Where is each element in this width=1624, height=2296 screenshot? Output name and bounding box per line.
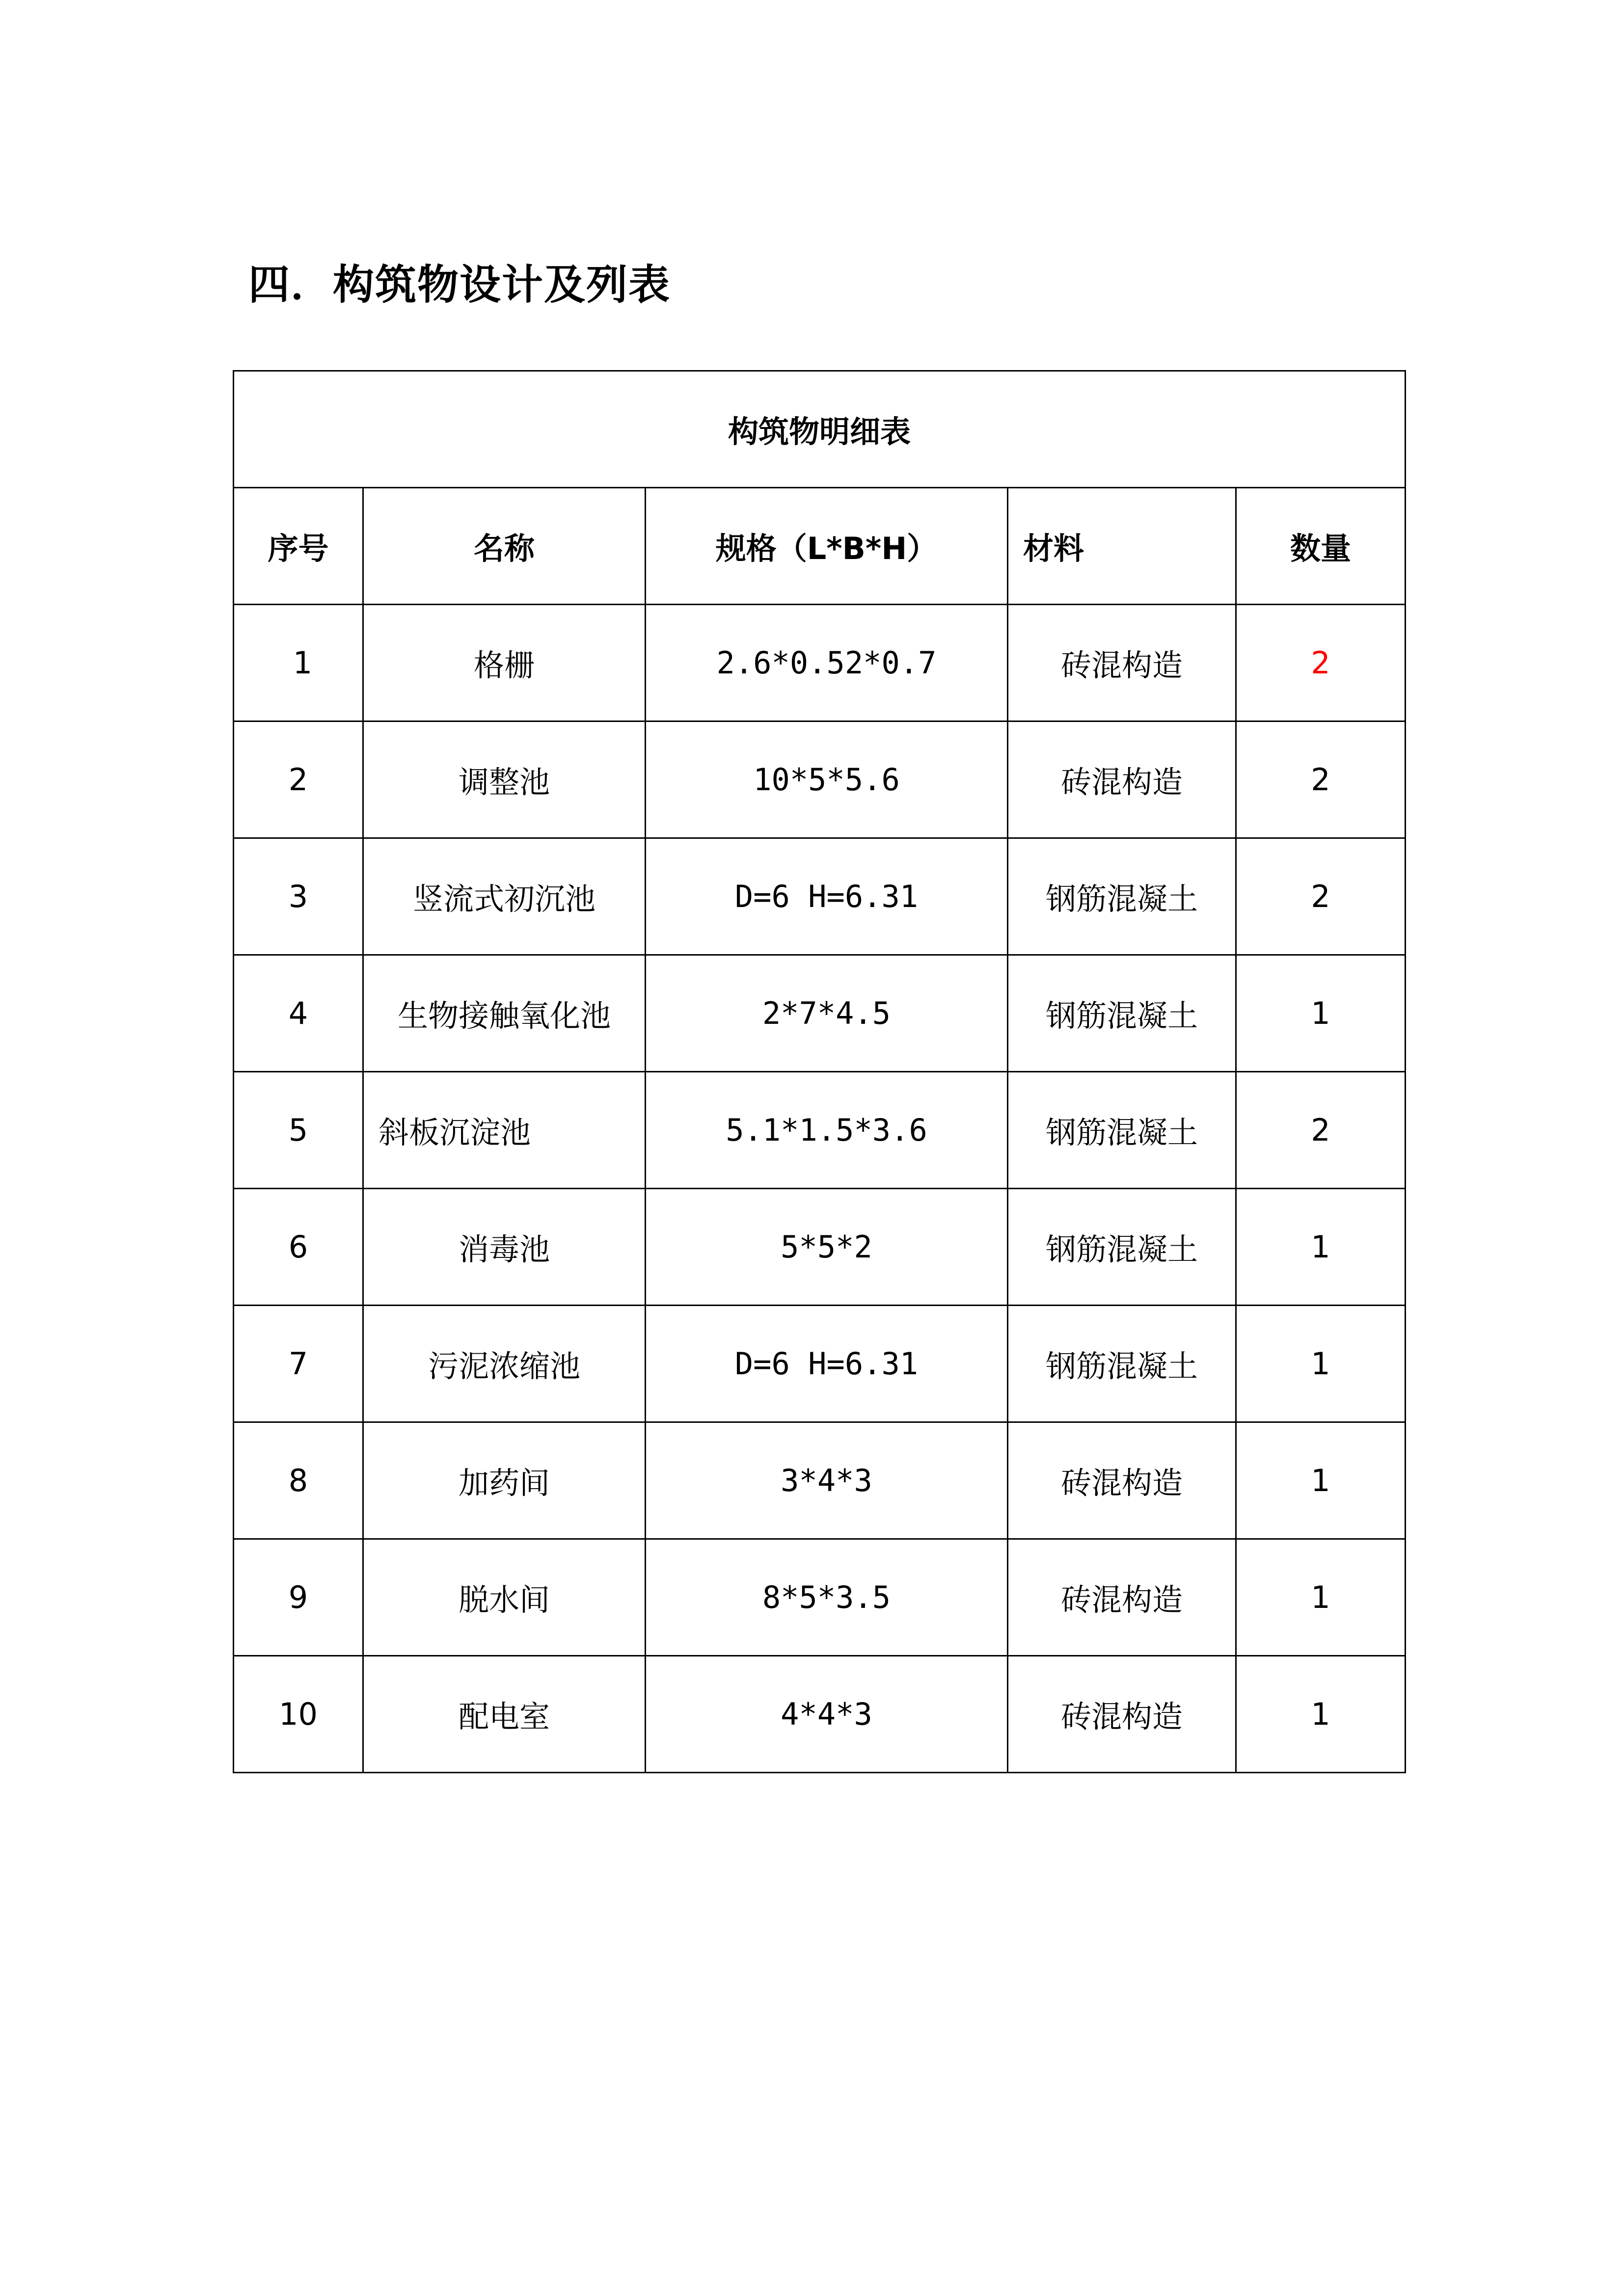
cell-name: 格栅: [363, 605, 646, 721]
table-row: [234, 1539, 1406, 1656]
column-header-spec: 规格（L*B*H）: [646, 488, 1008, 605]
structures-table: [233, 370, 1406, 1773]
table-row: [234, 605, 1406, 721]
cell-name: 斜板沉淀池: [363, 1072, 646, 1189]
table-row: [234, 1072, 1406, 1189]
table-header-row: [234, 488, 1406, 605]
cell-quantity: 2: [1236, 721, 1406, 838]
cell-material: 砖混构造: [1008, 605, 1236, 721]
section-heading: 四．构筑物设计及列表: [248, 261, 671, 309]
cell-material: 钢筋混凝土: [1008, 955, 1236, 1072]
cell-name: 加药间: [363, 1422, 646, 1539]
cell-index: 3: [234, 838, 363, 955]
cell-quantity: 1: [1236, 1306, 1406, 1422]
table-row: [234, 721, 1406, 838]
table-row: [234, 1656, 1406, 1773]
cell-quantity: 1: [1236, 955, 1406, 1072]
cell-material: 钢筋混凝土: [1008, 1306, 1236, 1422]
cell-spec: 5*5*2: [646, 1189, 1008, 1306]
cell-name: 调整池: [363, 721, 646, 838]
cell-index: 5: [234, 1072, 363, 1189]
cell-material: 钢筋混凝土: [1008, 838, 1236, 955]
cell-material: 钢筋混凝土: [1008, 1189, 1236, 1306]
cell-material: 砖混构造: [1008, 1656, 1236, 1773]
cell-name: 生物接触氧化池: [363, 955, 646, 1072]
cell-name: 脱水间: [363, 1539, 646, 1656]
column-header-material: 材料: [1008, 488, 1236, 605]
cell-spec: 3*4*3: [646, 1422, 1008, 1539]
cell-quantity: 2: [1236, 1072, 1406, 1189]
cell-material: 砖混构造: [1008, 1422, 1236, 1539]
table-row: [234, 955, 1406, 1072]
cell-name: 配电室: [363, 1656, 646, 1773]
cell-index: 4: [234, 955, 363, 1072]
table-row: [234, 838, 1406, 955]
column-header-quantity: 数量: [1236, 488, 1406, 605]
cell-spec: 5.1*1.5*3.6: [646, 1072, 1008, 1189]
cell-spec: 4*4*3: [646, 1656, 1008, 1773]
cell-quantity: 1: [1236, 1422, 1406, 1539]
column-header-index: 序号: [234, 488, 363, 605]
cell-name: 污泥浓缩池: [363, 1306, 646, 1422]
cell-name: 消毒池: [363, 1189, 646, 1306]
cell-index: 6: [234, 1189, 363, 1306]
cell-spec: D=6 H=6.31: [646, 838, 1008, 955]
cell-quantity: 1: [1236, 1539, 1406, 1656]
cell-spec: 2.6*0.52*0.7: [646, 605, 1008, 721]
cell-index: 2: [234, 721, 363, 838]
cell-spec: D=6 H=6.31: [646, 1306, 1008, 1422]
column-header-name: 名称: [363, 488, 646, 605]
cell-index: 10: [234, 1656, 363, 1773]
cell-material: 砖混构造: [1008, 721, 1236, 838]
table-caption: 构筑物明细表: [234, 371, 1406, 488]
table-row: [234, 1189, 1406, 1306]
cell-index: 9: [234, 1539, 363, 1656]
cell-index: 8: [234, 1422, 363, 1539]
cell-spec: 8*5*3.5: [646, 1539, 1008, 1656]
cell-quantity: 2: [1236, 838, 1406, 955]
cell-spec: 2*7*4.5: [646, 955, 1008, 1072]
cell-index: 1: [234, 605, 363, 721]
table-body: [234, 605, 1406, 1773]
cell-quantity: 1: [1236, 1656, 1406, 1773]
cell-material: 砖混构造: [1008, 1539, 1236, 1656]
cell-quantity: 2: [1236, 605, 1406, 721]
cell-index: 7: [234, 1306, 363, 1422]
cell-name: 竖流式初沉池: [363, 838, 646, 955]
table-row: [234, 1306, 1406, 1422]
cell-quantity: 1: [1236, 1189, 1406, 1306]
table-row: [234, 1422, 1406, 1539]
cell-spec: 10*5*5.6: [646, 721, 1008, 838]
table-caption-row: [234, 371, 1406, 488]
cell-material: 钢筋混凝土: [1008, 1072, 1236, 1189]
